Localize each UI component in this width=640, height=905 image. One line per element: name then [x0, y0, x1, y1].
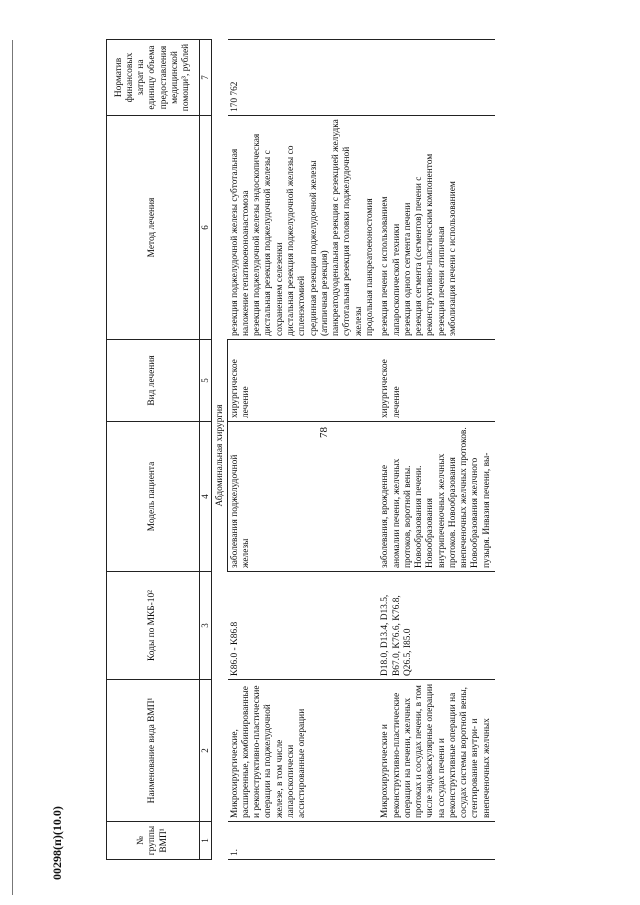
method-item: резекция одного сегмента печени [402, 202, 413, 336]
treatment-type-cell: хирургическое лечение [378, 340, 495, 422]
treatment-type-cell: хирургическое лечение [228, 340, 379, 422]
group-number-cell [378, 822, 495, 860]
method-item: панкреатодуоденальная резекция с резекцией желудка [331, 119, 342, 336]
column-number: 3 [200, 572, 212, 680]
method-item: субтотальная резекция головки поджелудочной железы [342, 146, 364, 336]
header-cost-norm: Норматив финансовых затрат на единицу объема предоставления медицинской помощи³, рублей [107, 40, 200, 116]
vmp-name-cell: Микрохирургические и реконструктивно-пластические операции на печени, желчных протоках и сосудах печени, в том числе эндоваскулярные операции на сосудах печени и реконструктивные операции на сосудах системы воротной вены, стентирование внутри- и внепеченочных желчных [378, 680, 495, 822]
method-item: резекция поджелудочной железы субтотальная [229, 148, 240, 336]
cost-cell [378, 40, 495, 116]
column-number: 4 [200, 422, 212, 572]
scan-edge-left [12, 40, 13, 895]
header-treatment-type: Вид лечения [107, 340, 200, 422]
patient-model-cell: заболевания поджелудочной железы [228, 422, 379, 572]
method-item: резекция поджелудочной железы эндоскопическая [252, 133, 263, 336]
treatment-methods-cell [228, 116, 379, 340]
document-code: 00298(п)(10.0) [50, 806, 64, 880]
header-vmp-name: Наименование вида ВМП¹ [107, 680, 200, 822]
method-item: срединная резекция поджелудочной железы (атипичная резекция) [308, 160, 330, 336]
table-row [378, 40, 495, 860]
header-row [107, 40, 200, 860]
vmp-table [106, 39, 495, 860]
page-number: 78 [318, 427, 330, 438]
method-item: продольная панкреатоеюностомия [364, 198, 375, 336]
method-item: резекция сегмента (сегментов) печени с реконструктивно-пластическим компонентом [414, 153, 436, 336]
method-item: резекция печени с использованием лапароскопической техники [380, 196, 402, 336]
method-item: дистальная резекция поджелудочной железы со спленэктомией [285, 145, 308, 336]
column-number: 5 [200, 340, 212, 422]
header-treatment-method: Метод лечения [107, 116, 200, 340]
rotated-table-container [106, 40, 611, 860]
column-number: 1 [200, 822, 212, 860]
header-patient-model: Модель пациента [107, 422, 200, 572]
method-item: эмболизация печени с использованием [447, 181, 458, 336]
column-number: 6 [200, 116, 212, 340]
column-number: 2 [200, 680, 212, 822]
method-item: дистальная резекция поджелудочной железы с сохранением селезенки [263, 150, 285, 336]
section-title: Абдоминальная хирургия [211, 340, 227, 572]
icd-codes-cell: K86.0 - K86.8 [228, 572, 379, 680]
header-group-number: № группы ВМП¹ [107, 822, 200, 860]
table-row [228, 40, 379, 860]
patient-model-cell: заболевания, врожденные аномалии печени, желчных протоков, воротной вены. Новообразования печени. Новообразования внутрипеченочных желчных протоков. Новообразования внепеченочных желчных протоков. Новообразования желчного пузыря. Инвазия печени, вы- [378, 422, 495, 572]
treatment-methods-cell [378, 116, 495, 340]
column-number-row [200, 40, 212, 860]
method-item: наложение гепатикоеюноанастомоза [240, 190, 251, 336]
vmp-name-cell: Микрохирургические, расширенные, комбинированные и реконструктивно-пластические операции на поджелудочной железе, в том числе лапароскопически ассистированные операции [228, 680, 379, 822]
column-number: 7 [200, 40, 212, 116]
group-number-cell: 1. [228, 822, 379, 860]
icd-codes-cell: D18.0, D13.4, D13.5, B67.0, K76.6, K76.8, Q26.5, I85.0 [378, 572, 495, 680]
section-row [211, 40, 227, 860]
method-item: резекция печени атипичная [436, 226, 447, 336]
header-icd-codes: Коды по МКБ-10² [107, 572, 200, 680]
cost-cell: 170 762 [228, 40, 379, 116]
